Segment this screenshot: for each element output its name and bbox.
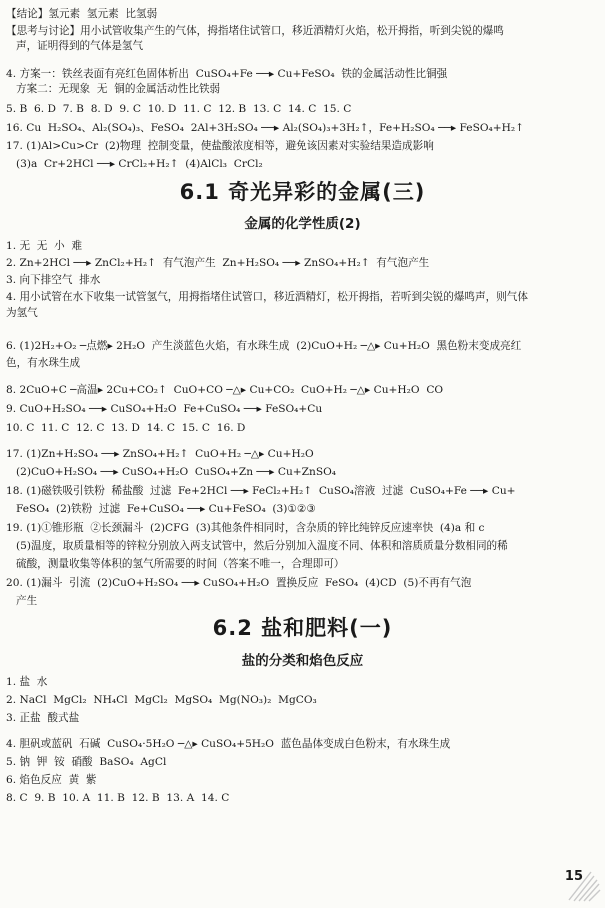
answer-line: 3. 向下排空气 排水: [6, 274, 101, 286]
answer-line: 16. Cu H₂SO₄、Al₂(SO₄)₃、FeSO₄ 2Al+3H₂SO₄ ──▸ Al₂(SO₄)₃+3H₂↑，Fe+H₂SO₄ ──▸ FeSO₄+H₂↑: [6, 122, 524, 134]
answer-line: 硫酸，测量收集等体积的氢气所需要的时间（答案不唯一，合理即可）: [16, 558, 345, 570]
answer-line: 17. (1)Al>Cu>Cr (2)物理 控制变量，使盐酸浓度相等，避免该因素对实验结果造成影响: [6, 140, 434, 152]
answer-line: 【结论】氢元素 氢元素 比氢弱: [6, 8, 158, 20]
answer-line: 18. (1)磁铁吸引铁粉 稀盐酸 过滤 Fe+2HCl ──▸ FeCl₂+H₂↑ CuSO₄溶液 过滤 CuSO₄+Fe ──▸ Cu+: [6, 485, 516, 497]
section-subtitle-6-2: 盐的分类和焰色反应: [241, 653, 364, 669]
answer-line: 方案二：无现象 无 铜的金属活动性比铁弱: [16, 83, 221, 95]
answer-line: 19. (1)①锥形瓶 ②长颈漏斗 (2)CFG (3)其他条件相同时，含杂质的锌比纯锌反应速率快 (4)a 和 c: [6, 522, 485, 534]
answer-line: 8. 2CuO+C ─高温▸ 2Cu+CO₂↑ CuO+CO ─△▸ Cu+CO₂ CuO+H₂ ─△▸ Cu+H₂O CO: [6, 384, 444, 396]
answer-line: 为氢气: [6, 307, 38, 319]
answer-line: 2. NaCl MgCl₂ NH₄Cl MgCl₂ MgSO₄ Mg(NO₃)₂ MgCO₃: [6, 694, 317, 706]
answer-line: 20. (1)漏斗 引流 (2)CuO+H₂SO₄ ──▸ CuSO₄+H₂O 置换反应 FeSO₄ (4)CD (5)不再有气泡: [6, 577, 472, 589]
corner-decoration-icon: [561, 862, 601, 902]
answer-line: (2)CuO+H₂SO₄ ──▸ CuSO₄+H₂O CuSO₄+Zn ──▸ Cu+ZnSO₄: [16, 466, 337, 478]
section-title-6-1: 6.1 奇光异彩的金属(三): [179, 180, 426, 204]
answer-line: 1. 盐 水: [6, 676, 48, 688]
section-title-6-2: 6.2 盐和肥料(一): [212, 616, 393, 640]
answer-line: 产生: [16, 595, 38, 607]
answer-line: 1. 无 无 小 难: [6, 240, 83, 252]
answer-line: 6. (1)2H₂+O₂ ─点燃▸ 2H₂O 产生淡蓝色火焰，有水珠生成 (2)CuO+H₂ ─△▸ Cu+H₂O 黑色粉末变成亮红: [6, 340, 522, 352]
answer-line: 【思考与讨论】用小试管收集产生的气体，拇指堵住试管口，移近酒精灯火焰，松开拇指，听到尖锐的爆鸣: [6, 25, 504, 37]
answer-line: 声，证明得到的气体是氢气: [16, 40, 144, 52]
answer-line: 色，有水珠生成: [6, 357, 81, 369]
answer-line: 3. 正盐 酸式盐: [6, 712, 80, 724]
answer-line: 4. 方案一：铁丝表面有亮红色固体析出 CuSO₄+Fe ──▸ Cu+FeSO₄ 铁的金属活动性比铜强: [6, 68, 448, 80]
answer-line: (3)a Cr+2HCl ──▸ CrCl₂+H₂↑ (4)AlCl₃ CrCl₂: [16, 158, 263, 170]
answer-line: (5)温度，取质量相等的锌粒分别放入两支试管中，然后分别加入温度不同、体积和溶质质量分数相同的稀: [16, 540, 508, 552]
answer-line: 17. (1)Zn+H₂SO₄ ──▸ ZnSO₄+H₂↑ CuO+H₂ ─△▸ Cu+H₂O: [6, 448, 314, 460]
answer-line: 2. Zn+2HCl ──▸ ZnCl₂+H₂↑ 有气泡产生 Zn+H₂SO₄ ──▸ ZnSO₄+H₂↑ 有气泡产生: [6, 257, 430, 269]
section-subtitle-6-1: 金属的化学性质(2): [244, 216, 361, 232]
answer-line: 9. CuO+H₂SO₄ ──▸ CuSO₄+H₂O Fe+CuSO₄ ──▸ FeSO₄+Cu: [6, 403, 323, 415]
answer-line: 5. B 6. D 7. B 8. D 9. C 10. D 11. C 12. B 13. C 14. C 15. C: [6, 103, 352, 115]
answer-line: 8. C 9. B 10. A 11. B 12. B 13. A 14. C: [6, 792, 230, 804]
answer-line: 4. 用小试管在水下收集一试管氢气，用拇指堵住试管口，移近酒精灯，松开拇指，若听到尖锐的爆鸣声，则气体: [6, 291, 528, 303]
answer-line: 4. 胆矾或蓝矾 石碱 CuSO₄·5H₂O ─△▸ CuSO₄+5H₂O 蓝色晶体变成白色粉末，有水珠生成: [6, 738, 451, 750]
answer-line: 5. 钠 钾 铵 硝酸 BaSO₄ AgCl: [6, 756, 167, 768]
answer-line: 6. 焰色反应 黄 紫: [6, 774, 97, 786]
page-number: 15: [564, 869, 583, 884]
answer-line: 10. C 11. C 12. C 13. D 14. C 15. C 16. D: [6, 422, 246, 434]
answer-line: FeSO₄ (2)铁粉 过滤 Fe+CuSO₄ ──▸ Cu+FeSO₄ (3)①②③: [16, 503, 316, 515]
